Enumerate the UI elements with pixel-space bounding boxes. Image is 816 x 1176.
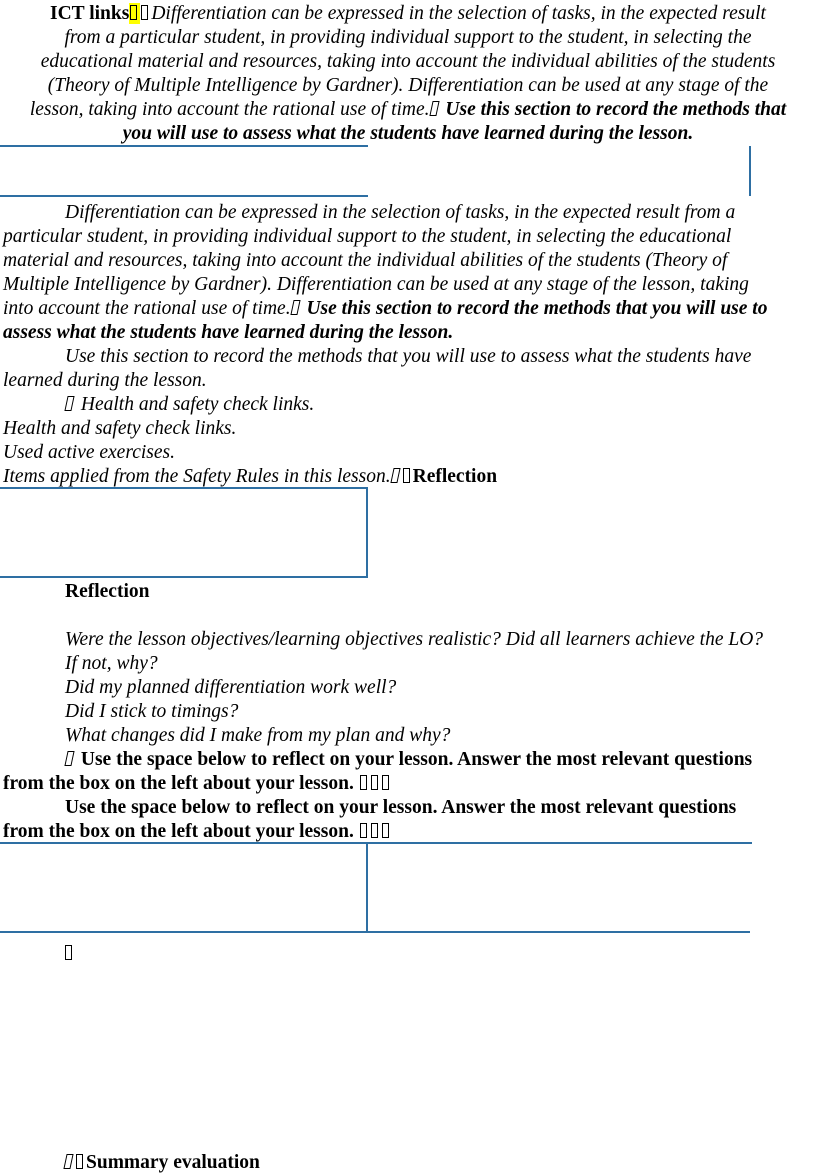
top-line-2: from a particular student, in providing individual support to the student, in selecting the bbox=[64, 27, 752, 48]
reflection-section bbox=[3, 580, 813, 844]
missing-glyph-box-icon bbox=[382, 775, 389, 790]
table-border-right-1 bbox=[749, 146, 751, 196]
diff-line-9: Health and safety check links. bbox=[3, 393, 813, 417]
reflection-instruction-2b: from the box on the left about your lesson. bbox=[3, 820, 813, 844]
top-line-4: (Theory of Multiple Intelligence by Gardner). Differentiation can be used at any stage of the bbox=[47, 75, 769, 96]
missing-glyph-box-icon bbox=[382, 823, 389, 838]
differentiation-block bbox=[3, 201, 813, 489]
table-border-bottom-3 bbox=[0, 931, 750, 933]
missing-glyph-box-icon bbox=[403, 468, 410, 483]
diff-line-2: particular student, in providing individual support to the student, in selecting the educational bbox=[3, 226, 732, 247]
diff-line-4: Multiple Intelligence by Gardner). Differentiation can be used at any stage of the lesson, taking bbox=[3, 274, 749, 295]
diff-line-1: Differentiation can be expressed in the selection of tasks, in the expected result from a bbox=[65, 202, 736, 223]
diff-line-8: learned during the lesson. bbox=[3, 370, 207, 391]
table-border-bottom-2 bbox=[0, 576, 368, 578]
top-line-5: lesson, taking into account the rational use of time. Use this section to record the methods that bbox=[29, 99, 787, 120]
reflection-question-4: What changes did I make from my plan and why? bbox=[65, 725, 451, 746]
missing-glyph-box-icon bbox=[129, 3, 140, 24]
diff-line-7: Use this section to record the methods that you will use to assess what the students have bbox=[65, 346, 752, 367]
ict-links-label: ICT links bbox=[50, 3, 130, 24]
summary-evaluation bbox=[64, 1151, 260, 1175]
reflection-question-2: Did my planned differentiation work well? bbox=[65, 677, 397, 698]
reflection-instruction-1: Use the space below to reflect on your lesson. Answer the most relevant questions bbox=[3, 748, 813, 772]
diff-line-5: into account the rational use of time. Use this section to record the methods that you will use to bbox=[3, 298, 768, 319]
reflection-heading: Reflection bbox=[65, 581, 150, 602]
missing-glyph-box-icon bbox=[76, 1154, 83, 1169]
missing-glyph-box-icon bbox=[360, 775, 367, 790]
table-border-top-3 bbox=[0, 842, 752, 844]
missing-glyph-box-icon bbox=[64, 396, 74, 411]
missing-glyph-box-icon bbox=[360, 823, 367, 838]
reflection-instruction-1b: from the box on the left about your lesson. bbox=[3, 772, 813, 796]
missing-glyph-box-icon bbox=[290, 300, 300, 315]
missing-glyph-box-icon bbox=[141, 5, 148, 20]
top-line-6: you will use to assess what the students have learned during the lesson. bbox=[122, 123, 694, 144]
top-line-3: educational material and resources, taking into account the individual abilities of the students bbox=[40, 51, 776, 72]
diff-line-12: Items applied from the Safety Rules in this lesson. Reflection bbox=[3, 466, 498, 487]
table-border-middle-3 bbox=[366, 843, 368, 933]
table-border-right-2 bbox=[366, 488, 368, 578]
missing-glyph-box-icon bbox=[390, 468, 400, 483]
missing-glyph-box-icon bbox=[371, 823, 378, 838]
missing-glyph-box-icon bbox=[429, 101, 439, 116]
diff-line-10: Health and safety check links. bbox=[3, 418, 237, 439]
table-border-top-2 bbox=[0, 487, 368, 489]
table-border-top-1 bbox=[0, 145, 368, 147]
diff-line-6: assess what the students have learned during the lesson. bbox=[3, 322, 454, 343]
diff-line-3: material and resources, taking into account the individual abilities of the students (Theory of bbox=[3, 250, 728, 271]
table-border-bottom-1 bbox=[0, 195, 368, 197]
diff-line-11: Used active exercises. bbox=[3, 442, 175, 463]
reflection-question-3: Did I stick to timings? bbox=[65, 701, 239, 722]
reflection-question-1b: If not, why? bbox=[65, 653, 158, 674]
missing-glyph-box-icon bbox=[371, 775, 378, 790]
reflection-question-1: Were the lesson objectives/learning objectives realistic? Did all learners achieve the LO? bbox=[65, 629, 764, 650]
top-line-1: ICT links Differentiation can be expressed in the selection of tasks, in the expected result bbox=[50, 3, 766, 24]
summary-evaluation-label: Summary evaluation bbox=[86, 1152, 260, 1173]
top-block bbox=[0, 2, 816, 146]
missing-glyph-box-icon bbox=[64, 751, 74, 766]
missing-glyph-box-icon bbox=[64, 942, 75, 966]
reflection-instruction-2: Use the space below to reflect on your lesson. Answer the most relevant questions bbox=[65, 797, 737, 818]
missing-glyph-box-icon bbox=[63, 1154, 73, 1169]
